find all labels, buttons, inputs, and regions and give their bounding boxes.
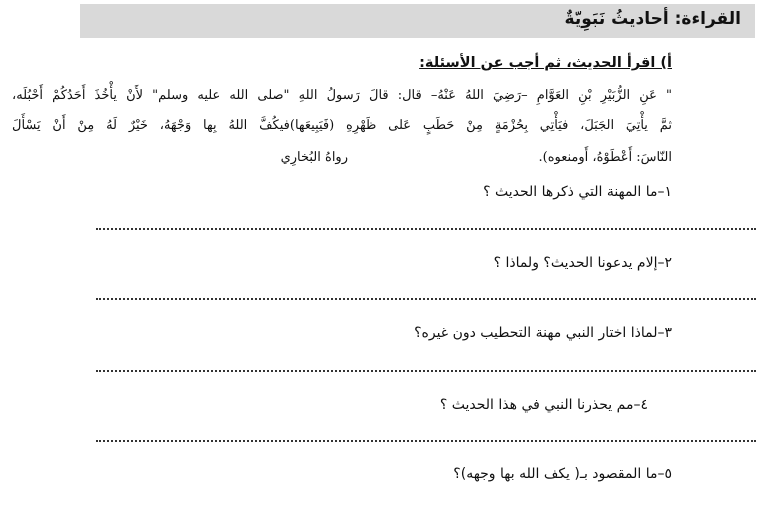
hadith-narrator: رواهُ البُخارِي — [280, 150, 348, 165]
answer-line-3[interactable] — [96, 370, 756, 372]
question-4: ٤–مم يحذرنا النبي في هذا الحديث ؟ — [439, 397, 648, 413]
answer-line-1[interactable] — [96, 228, 756, 230]
section-instruction: أ) اقرأ الحديث، ثم أجب عن الأسئلة: — [419, 55, 672, 71]
hadith-text-line-3: النّاسَ: أَعْطَوْهُ، أَومنعوه). — [538, 150, 672, 165]
page-title: القراءة: أحاديثُ نَبَوِيّةٌ — [564, 9, 741, 29]
question-2: ٢–إلام يدعونا الحديث؟ ولماذا ؟ — [493, 255, 672, 271]
title-bar — [80, 4, 755, 38]
answer-line-4[interactable] — [96, 440, 756, 442]
question-3: ٣–لماذا اختار النبي مهنة التحطيب دون غيره؟ — [414, 325, 672, 341]
hadith-text-line-1: " عَنِ الزُّبَيْرِ بْنِ العَوَّامِ –رَضِيَ اللهُ عَنْهُ– قال: قالَ رَسولُ اللهِ "صلى الله عليه وسلم" لأَنْ يأْخُذَ أَحَدُكُمْ أَحْبُلَه، — [12, 88, 672, 103]
hadith-text-line-2: ثمَّ يأْتِيَ الجَبَلَ، فيَأْتِي بِحُزْمَةٍ مِنْ حَطَبٍ عَلى ظَهْرِهِ (فَيَبِيعَها)فيكُفَّ اللهُ بِها وَجْهَهُ، خَيْرٌ لَهُ مِنْ أَنْ يَسْأَلَ — [12, 118, 672, 133]
question-1: ١–ما المهنة التي ذكرها الحديث ؟ — [483, 184, 672, 200]
question-5: ٥–ما المقصود بـ( يكف الله بها وجهه)؟ — [453, 466, 672, 482]
answer-line-2[interactable] — [96, 298, 756, 300]
